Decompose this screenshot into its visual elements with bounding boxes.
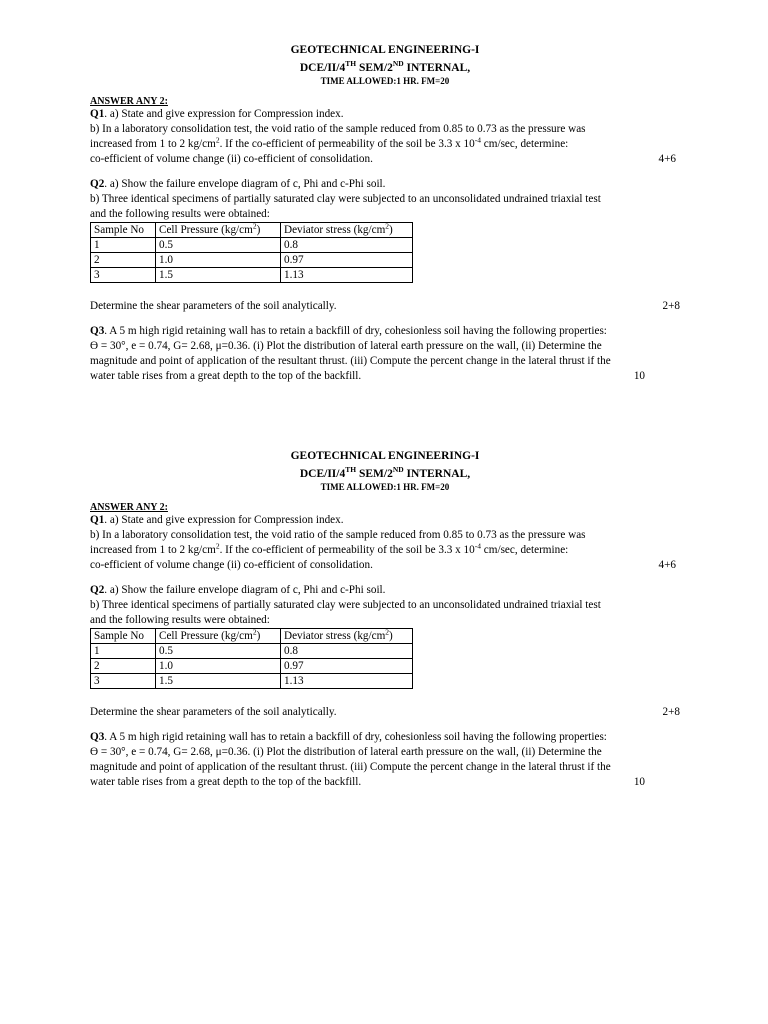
answer-instruction: ANSWER ANY 2:	[90, 501, 168, 513]
table-row: 2 1.0 0.97	[91, 658, 413, 673]
q1-marks: 4+6	[658, 152, 676, 165]
q3-marks: 10	[633, 369, 645, 382]
results-table	[90, 628, 413, 689]
question-paper-copy-2	[90, 450, 680, 790]
table-header-row: Sample No Cell Pressure $(kg/cm^2)$ Deviator stress $(kg/cm^2)$	[91, 222, 413, 237]
table-row: 1 0.5 0.8	[91, 237, 413, 252]
paper-title: GEOTECHNICAL ENGINEERING-I	[290, 450, 480, 462]
q2-marks: 2+8	[662, 705, 680, 718]
question-2: Q2. a) Show the failure envelope diagram of c, Phi and c-Phi soil. b) Three identical specimens of partially saturated clay were subjected to an unconsolidated undrained triaxial test and the following results were obtained: Sample No Cell Pressure $(kg/cm^2)$ Deviator stress $(kg/cm^2)$ 1 0.5 0.8 2 1.0 0.97 3 1.5 1.13 Determine the shear parameters of the soil analytically. 2+8	[90, 177, 680, 312]
results-table	[90, 222, 413, 283]
question-3: Q3. A 5 m high rigid retaining wall has to retain a backfill of dry, cohesionless soil having the following properties: ϴ = 30°, e = 0.74, G= 2.68, μ=0.36. (i) Plot the distribution of lateral earth pressure on the wall, (ii) Determine the magnitude and point of application of the resultant thrust. (iii) Compute the percent change in the lateral thrust if the water table rises from a great depth to the top of the backfill. 10	[90, 730, 680, 790]
question-1: Q1. a) State and give expression for Compression index. b) In a laboratory consolidation test, the void ratio of the sample reduced from 0.85 to 0.73 as the pressure was increased from 1 to 2 $kg/cm^2$. If the co-efficient of permeability of the soil be 3.3 x $10^{-4}$ cm/sec, determine: co-efficient of volume change (ii) co-efficient of consolidation. 4+6	[90, 107, 680, 167]
time-allowed: TIME ALLOWED:1 HR. FM=20	[320, 481, 450, 492]
paper-title: GEOTECHNICAL ENGINEERING-I	[290, 44, 480, 56]
table-row: 3 1.5 1.13	[91, 673, 413, 688]
q2-marks: 2+8	[662, 299, 680, 312]
answer-instruction: ANSWER ANY 2:	[90, 95, 168, 107]
paper-subtitle: DCE/II/4TH SEM/2ND INTERNAL,	[299, 59, 471, 74]
question-3: Q3. A 5 m high rigid retaining wall has to retain a backfill of dry, cohesionless soil having the following properties: ϴ = 30°, e = 0.74, G= 2.68, μ=0.36. (i) Plot the distribution of lateral earth pressure on the wall, (ii) Determine the magnitude and point of application of the resultant thrust. (iii) Compute the percent change in the lateral thrust if the water table rises from a great depth to the top of the backfill. 10	[90, 324, 680, 384]
table-row: 3 1.5 1.13	[91, 267, 413, 282]
table-header-row: Sample No Cell Pressure $(kg/cm^2)$ Deviator stress $(kg/cm^2)$	[91, 628, 413, 643]
q3-marks: 10	[633, 775, 645, 788]
q1-marks: 4+6	[658, 558, 676, 571]
question-1: Q1. a) State and give expression for Compression index. b) In a laboratory consolidation test, the void ratio of the sample reduced from 0.85 to 0.73 as the pressure was increased from 1 to 2 $kg/cm^2$. If the co-efficient of permeability of the soil be 3.3 x $10^{-4}$ cm/sec, determine: co-efficient of volume change (ii) co-efficient of consolidation. 4+6	[90, 513, 680, 573]
question-paper-copy-1	[90, 44, 680, 384]
table-row: 2 1.0 0.97	[91, 252, 413, 267]
question-2: Q2. a) Show the failure envelope diagram of c, Phi and c-Phi soil. b) Three identical specimens of partially saturated clay were subjected to an unconsolidated undrained triaxial test and the following results were obtained: Sample No Cell Pressure $(kg/cm^2)$ Deviator stress $(kg/cm^2)$ 1 0.5 0.8 2 1.0 0.97 3 1.5 1.13 Determine the shear parameters of the soil analytically. 2+8	[90, 583, 680, 718]
table-row: 1 0.5 0.8	[91, 643, 413, 658]
paper-subtitle: DCE/II/4TH SEM/2ND INTERNAL,	[299, 465, 471, 480]
time-allowed: TIME ALLOWED:1 HR. FM=20	[320, 75, 450, 86]
